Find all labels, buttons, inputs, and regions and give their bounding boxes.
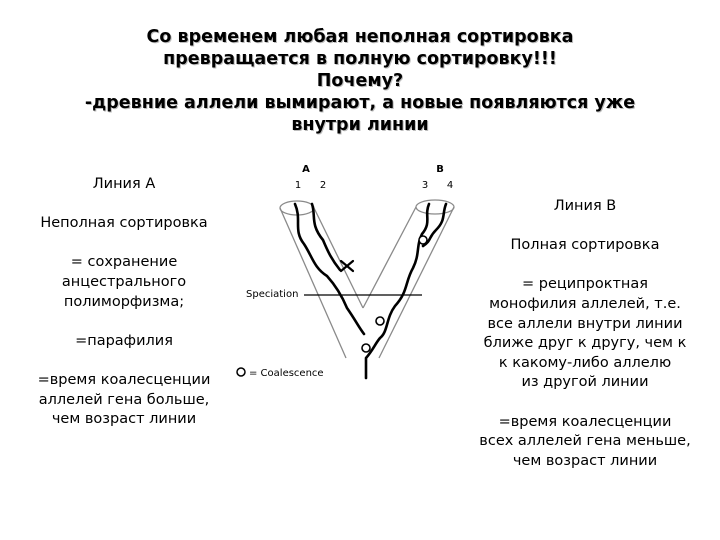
line-b-text: Линия В [553,198,617,214]
line-b-text [444,217,720,237]
line-a-text: аллелей гена больше, [38,391,210,408]
line-a-text: =парафилия [75,332,173,349]
label-lineage-a: A [302,164,310,175]
title-line-3: Почему? [316,71,404,91]
line-b-description [444,197,720,471]
line-a-text [6,234,242,254]
line-b-text: чем возраст линии [512,452,658,469]
line-b-text: монофилия аллелей, т.е. [489,295,681,312]
coalescence-node-root [362,344,370,352]
gene-tree-branches [295,204,446,378]
lineage-tube-a [280,201,363,358]
label-allele-1: 1 [294,180,302,191]
legend-coalescence-icon [237,368,245,376]
line-a-text [6,351,242,371]
speciation-label: Speciation [246,289,299,300]
legend-coalescence-label: = Coalescence [249,368,324,379]
title-line-4: -древние аллели вымирают, а новые появляются уже [84,93,636,113]
label-allele-4: 4 [446,180,454,191]
line-a-text: Линия А [92,176,156,192]
line-a-text: = сохранение [70,254,178,271]
coalescence-node-mid [376,317,384,325]
line-b-text: к какому-либо аллелю [498,354,672,371]
line-a-text [6,195,242,215]
line-b-text: ближе друг к другу, чем к [483,335,687,352]
label-lineage-b: B [436,164,444,175]
line-a-text: чем возраст линии [51,411,197,428]
line-b-text: все аллели внутри линии [487,315,683,332]
slide-title [40,26,680,136]
line-a-text: Неполная сортировка [40,215,208,232]
line-b-text: =время коалесценции [498,413,672,430]
title-line-5: внутри линии [291,115,429,135]
label-allele-3: 3 [421,180,429,191]
line-a-text [6,312,242,332]
branch-allele-1 [295,204,364,334]
line-b-text [444,393,720,413]
line-a-description [6,175,242,430]
line-a-text: анцестрального [61,273,187,290]
line-b-text [444,256,720,276]
gene-tree-diagram [232,158,472,388]
line-b-text: всех аллелей гена меньше, [479,433,691,450]
line-a-text: полиморфизма; [63,293,185,310]
coalescence-node-b [419,236,427,244]
label-allele-2: 2 [319,180,327,191]
branch-allele-3 [366,204,429,378]
line-b-text: из другой линии [521,374,649,391]
title-line-2: превращается в полную сортировку!!! [163,49,557,69]
title-line-1: Со временем любая неполная сортировка [146,27,574,47]
line-b-text: Полная сортировка [510,237,660,254]
line-a-text: =время коалесценции [37,371,211,388]
line-b-text: = реципроктная [521,276,649,293]
